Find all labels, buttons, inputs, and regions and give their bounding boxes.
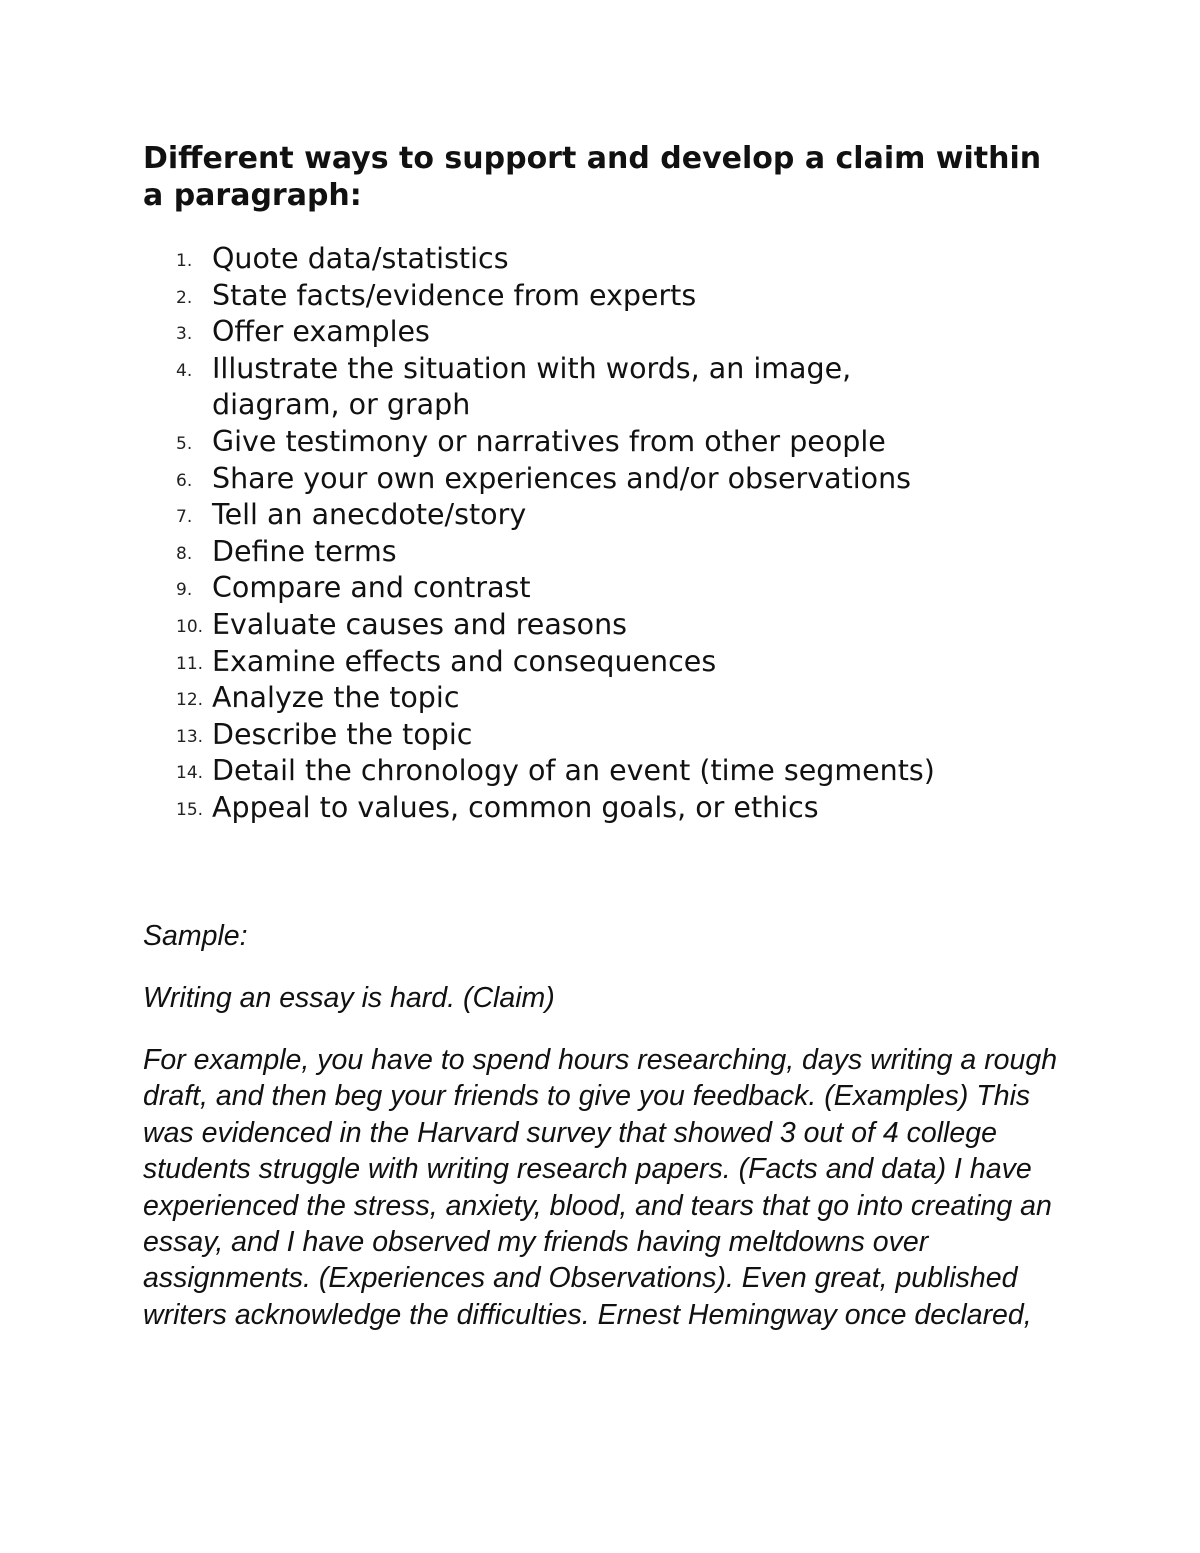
list-item-text: Compare and contrast xyxy=(212,571,531,605)
list-item-text: Appeal to values, common goals, or ethics xyxy=(212,790,819,824)
list-item-number: 14. xyxy=(176,763,204,784)
list-item xyxy=(0,241,972,278)
list-item-text: Offer examples xyxy=(212,315,430,349)
list-item xyxy=(0,424,1052,461)
list-item-number: 3. xyxy=(176,324,193,345)
list-item-text: Detail the chronology of an event (time segments) xyxy=(212,754,935,788)
list-item-number: 9. xyxy=(176,580,193,601)
list-item xyxy=(0,753,1052,790)
sample-label: Sample: xyxy=(143,920,248,952)
support-methods-list xyxy=(0,241,1100,827)
document-heading: Different ways to support and develop a claim within a paragraph: xyxy=(143,141,1042,213)
list-item-text: Illustrate the situation with words, an image, diagram, or graph xyxy=(212,351,852,422)
list-item-text: Give testimony or narratives from other people xyxy=(212,424,886,458)
list-item-text: Analyze the topic xyxy=(212,681,460,715)
list-item-number: 13. xyxy=(176,726,204,747)
list-item xyxy=(0,351,932,424)
list-item xyxy=(0,717,972,754)
list-item-text: Share your own experiences and/or observations xyxy=(212,461,912,495)
list-item-number: 7. xyxy=(176,507,193,528)
list-item-number: 4. xyxy=(176,360,193,381)
list-item xyxy=(0,644,972,681)
list-item xyxy=(0,278,972,315)
list-item xyxy=(0,534,972,571)
sample-section xyxy=(143,918,1063,1333)
list-item xyxy=(0,570,972,607)
list-item xyxy=(0,680,972,717)
list-item-text: Evaluate causes and reasons xyxy=(212,607,628,641)
list-item xyxy=(0,790,1052,827)
list-item-number: 2. xyxy=(176,287,193,308)
list-item-number: 12. xyxy=(176,690,204,711)
list-item-number: 15. xyxy=(176,799,204,820)
list-item-text: State facts/evidence from experts xyxy=(212,278,697,312)
list-item-text: Describe the topic xyxy=(212,717,473,751)
list-item xyxy=(0,607,972,644)
list-item-text: Define terms xyxy=(212,534,397,568)
list-item-text: Examine effects and consequences xyxy=(212,644,717,678)
sample-paragraph: For example, you have to spend hours researching, days writing a rough draft, and then beg your friends to give you feedback. (Examples) This was evidenced in the Harvard survey that showed 3 out of 4 college students struggle with writing research papers. (Facts and data) I have experienced the stress, anxiety, blood, and tears that go into creating an essay, and I have observed my friends having meltdowns over assignments. (Experiences and Observations). Even great, published writers acknowledge the difficulties. Ernest Hemingway once declared, xyxy=(143,1044,1058,1331)
list-item xyxy=(0,497,972,534)
list-item-text: Tell an anecdote/story xyxy=(212,498,527,532)
list-item-number: 6. xyxy=(176,470,193,491)
list-item xyxy=(0,314,972,351)
list-item-number: 10. xyxy=(176,616,204,637)
list-item-text: Quote data/statistics xyxy=(212,242,509,275)
list-item-number: 11. xyxy=(176,653,204,674)
sample-claim: Writing an essay is hard. (Claim) xyxy=(143,982,555,1014)
list-item-number: 8. xyxy=(176,543,193,564)
list-item xyxy=(0,461,1052,498)
list-item-number: 5. xyxy=(176,433,193,454)
list-item-number: 1. xyxy=(176,251,193,271)
